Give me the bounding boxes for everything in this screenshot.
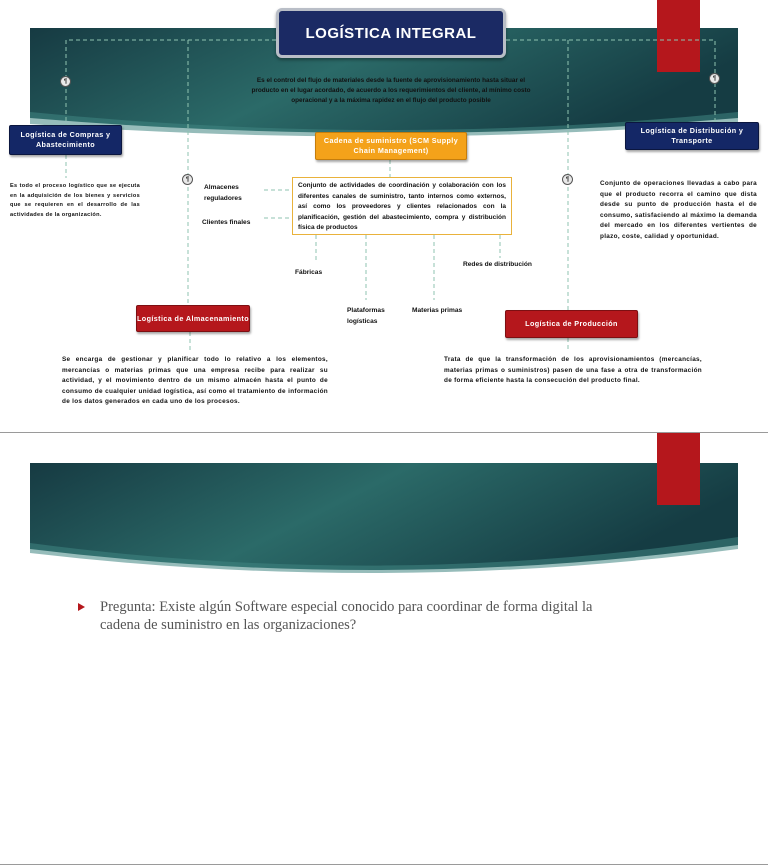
- desc-distribucion: Conjunto de operaciones llevadas a cabo para que el producto recorra el camino que dista desde su punto de producción hasta el de consumo, satisfaciendo al máximo la demanda del mercado en los diferentes vertientes de plazo, coste, calidad y oportunidad.: [600, 180, 757, 240]
- pin-icon: ¶: [182, 174, 193, 185]
- pin-icon: ¶: [709, 73, 720, 84]
- intro-text: Es el control del flujo de materiales desde la fuente de aprovisionamiento hasta situar el producto en el lugar acordado, de acuerdo a los requerimientos del cliente, al mínimo costo operacional y a la máxima rapidez en el flujo del producto posible: [251, 77, 531, 104]
- desc-cadena-suministro: Conjunto de actividades de coordinación y colaboración con los diferentes canales de suministro, tanto internos como externos, así como los proveedores y clientes relacionados con la planificación, gestión del abastecimiento, compra y distribución física de productos: [292, 177, 512, 235]
- chain-item-plataformas: Plataformas logísticas: [347, 307, 385, 325]
- teal-banner: [0, 433, 768, 583]
- pin-icon: ¶: [562, 174, 573, 185]
- bottom-separator: [0, 864, 768, 865]
- page-title: LOGÍSTICA INTEGRAL: [276, 8, 506, 58]
- node-cadena-suministro: Cadena de suministro (SCM Supply Chain Management): [315, 132, 467, 160]
- question-text: Pregunta: Existe algún Software especial conocido para coordinar de forma digital la cadena de suministro en las organizaciones?: [100, 599, 593, 633]
- node-almacenamiento: Logística de Almacenamiento: [136, 305, 250, 332]
- node-distribucion: Logística de Distribución y Transporte: [625, 122, 759, 150]
- desc-almacenamiento: Se encarga de gestionar y planificar todo lo relativo a los elementos, mercancías o materias primas que una empresa recibe para realizar su actividad, y el movimiento dentro de un mismo almacén hasta el punto de consumo de cualquier unidad logística, así como el tratamiento de información de los datos generados en cada uno de los procesos.: [62, 356, 328, 405]
- chain-item-almacenes: Almacenes reguladores: [204, 184, 242, 202]
- node-compras: Logística de Compras y Abastecimiento: [9, 125, 122, 155]
- chain-item-clientes: Clientes finales: [202, 219, 251, 226]
- bullet-arrow-icon: [78, 603, 85, 611]
- slide-logistica-integral: [0, 0, 768, 432]
- node-produccion: Logística de Producción: [505, 310, 638, 338]
- chain-item-redes: Redes de distribución: [463, 261, 532, 268]
- red-corner-bar: [657, 433, 700, 505]
- chain-item-fabricas: Fábricas: [295, 269, 323, 276]
- chain-item-materias: Materias primas: [412, 307, 463, 314]
- desc-compras: Es todo el proceso logístico que se ejecuta en la adquisición de los bienes y servicios que se requieren en el desarrollo de las actividades de la organización.: [10, 183, 140, 218]
- pin-icon: ¶: [60, 76, 71, 87]
- desc-produccion: Trata de que la transformación de los aprovisionamientos (mercancías, materias primas o suministros) pasen de una fase a otra de transformación de forma eficiente hasta la consecución del producto final.: [444, 356, 702, 384]
- slide-pregunta: [0, 433, 768, 866]
